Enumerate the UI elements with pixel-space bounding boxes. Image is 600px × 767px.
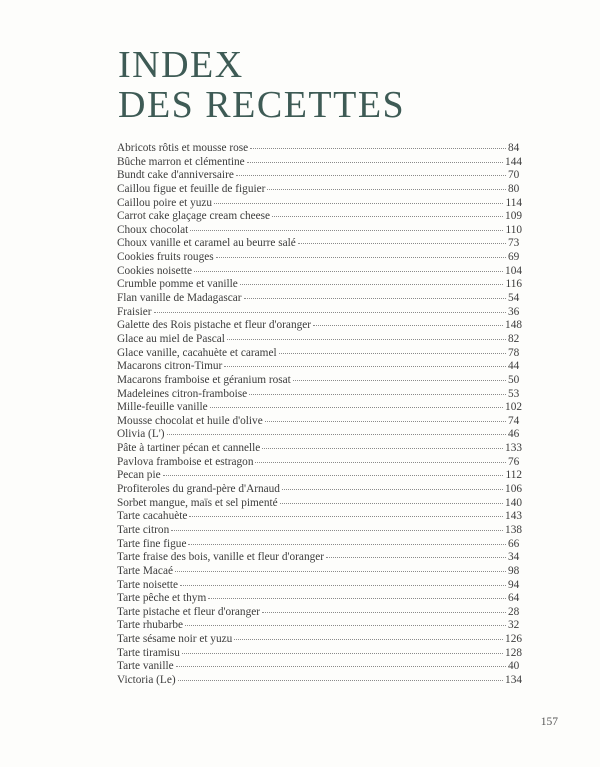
page-reference: 50 bbox=[508, 373, 520, 386]
dot-leader bbox=[247, 153, 503, 163]
page-reference: 46 bbox=[508, 428, 520, 441]
recipe-name: Carrot cake glaçage cream cheese bbox=[117, 210, 271, 223]
page-reference: 73 bbox=[508, 237, 520, 250]
recipe-name: Cookies fruits rouges bbox=[117, 251, 214, 264]
page-reference: 34 bbox=[508, 551, 520, 564]
recipe-name: Abricots rôtis et mousse rose bbox=[117, 142, 249, 154]
page-reference: 69 bbox=[508, 251, 520, 264]
recipe-name: Pavlova framboise et estragon bbox=[117, 455, 254, 468]
page-reference: 40 bbox=[508, 660, 520, 673]
page-reference: 54 bbox=[508, 292, 520, 305]
dot-leader bbox=[250, 139, 506, 149]
recipe-name: Tarte fine figue bbox=[117, 537, 187, 550]
recipe-name: Mille-feuille vanille bbox=[117, 401, 208, 414]
dot-leader bbox=[154, 303, 506, 313]
recipe-name: Tarte pistache et fleur d'oranger bbox=[117, 605, 261, 618]
page-reference: 116 bbox=[505, 278, 522, 291]
dot-leader bbox=[326, 548, 506, 558]
dot-leader bbox=[313, 316, 503, 326]
index-entry bbox=[117, 673, 522, 687]
dot-leader bbox=[262, 439, 503, 449]
dot-leader bbox=[188, 535, 506, 545]
recipe-name: Tarte fraise des bois, vanille et fleur d'oranger bbox=[117, 551, 325, 564]
dot-leader bbox=[279, 344, 506, 354]
recipe-name: Tarte rhubarbe bbox=[117, 619, 184, 632]
page-reference: 106 bbox=[505, 483, 522, 496]
page-reference: 126 bbox=[505, 633, 522, 646]
page-reference: 109 bbox=[505, 210, 522, 223]
page-reference: 53 bbox=[508, 387, 520, 400]
page-reference: 98 bbox=[508, 564, 520, 577]
dot-leader bbox=[298, 234, 506, 244]
recipe-name: Glace vanille, cacahuète et caramel bbox=[117, 346, 277, 359]
recipe-name: Choux vanille et caramel au beurre salé bbox=[117, 237, 296, 250]
page-reference: 134 bbox=[505, 673, 522, 686]
page-reference: 74 bbox=[508, 414, 520, 427]
dot-leader bbox=[208, 589, 506, 599]
page-reference: 64 bbox=[508, 592, 520, 605]
page-reference: 102 bbox=[505, 401, 522, 414]
dot-leader bbox=[265, 412, 506, 422]
recipe-name: Choux chocolat bbox=[117, 223, 189, 236]
recipe-name: Tarte tiramisu bbox=[117, 646, 180, 659]
dot-leader bbox=[272, 207, 503, 217]
page-reference: 94 bbox=[508, 578, 520, 591]
dot-leader bbox=[178, 671, 503, 681]
dot-leader bbox=[267, 180, 506, 190]
page-reference: 66 bbox=[508, 537, 520, 550]
recipe-name: Olivia (L') bbox=[117, 428, 165, 441]
page-reference: 133 bbox=[505, 442, 522, 455]
page-reference: 82 bbox=[508, 332, 520, 345]
recipe-name: Tarte citron bbox=[117, 523, 170, 536]
page-reference: 70 bbox=[508, 169, 520, 182]
dot-leader bbox=[236, 166, 506, 176]
recipe-name: Sorbet mangue, maïs et sel pimenté bbox=[117, 496, 278, 509]
dot-leader bbox=[216, 248, 506, 258]
recipe-name: Tarte Macaé bbox=[117, 564, 173, 577]
page-reference: 143 bbox=[505, 510, 522, 523]
page-reference: 144 bbox=[505, 155, 522, 168]
recipe-name: Bundt cake d'anniversaire bbox=[117, 169, 234, 182]
page-reference: 80 bbox=[508, 182, 520, 195]
dot-leader bbox=[194, 262, 503, 272]
page-reference: 110 bbox=[505, 223, 522, 236]
recipe-name: Glace au miel de Pascal bbox=[117, 332, 225, 345]
recipe-name: Tarte cacahuète bbox=[117, 510, 188, 523]
recipe-name: Tarte vanille bbox=[117, 660, 174, 673]
recipe-name: Pecan pie bbox=[117, 469, 161, 482]
page-reference: 78 bbox=[508, 346, 520, 359]
page-number: 157 bbox=[540, 716, 558, 728]
dot-leader bbox=[182, 644, 503, 654]
page-reference: 32 bbox=[508, 619, 520, 632]
dot-leader bbox=[163, 466, 504, 476]
dot-leader bbox=[240, 275, 504, 285]
recipe-name: Macarons citron-Timur bbox=[117, 360, 223, 373]
recipe-index-list bbox=[117, 141, 522, 687]
dot-leader bbox=[227, 330, 506, 340]
dot-leader bbox=[176, 657, 506, 667]
page-reference: 44 bbox=[508, 360, 520, 373]
dot-leader bbox=[249, 385, 506, 395]
recipe-name: Bûche marron et clémentine bbox=[117, 155, 245, 168]
dot-leader bbox=[293, 371, 506, 381]
page-reference: 114 bbox=[505, 196, 522, 209]
page-reference: 76 bbox=[508, 455, 520, 468]
page-reference: 36 bbox=[508, 305, 520, 318]
recipe-name: Madeleines citron-framboise bbox=[117, 387, 248, 400]
dot-leader bbox=[189, 507, 503, 517]
recipe-name: Mousse chocolat et huile d'olive bbox=[117, 414, 263, 427]
recipe-name: Flan vanille de Madagascar bbox=[117, 292, 242, 305]
dot-leader bbox=[282, 480, 503, 490]
recipe-name: Fraisier bbox=[117, 305, 152, 318]
dot-leader bbox=[224, 357, 506, 367]
dot-leader bbox=[210, 398, 503, 408]
recipe-name: Profiteroles du grand-père d'Arnaud bbox=[117, 483, 280, 496]
title-line-1: INDEX bbox=[118, 44, 244, 86]
dot-leader bbox=[180, 576, 506, 586]
recipe-name: Galette des Rois pistache et fleur d'oranger bbox=[117, 319, 312, 332]
recipe-name: Caillou figue et feuille de figuier bbox=[117, 182, 266, 195]
dot-leader bbox=[171, 521, 503, 531]
recipe-name: Pâte à tartiner pécan et cannelle bbox=[117, 442, 261, 455]
dot-leader bbox=[262, 603, 506, 613]
recipe-name: Tarte noisette bbox=[117, 578, 179, 591]
recipe-name: Caillou poire et yuzu bbox=[117, 196, 213, 209]
dot-leader bbox=[255, 453, 506, 463]
page-reference: 128 bbox=[505, 646, 522, 659]
recipe-name: Tarte pêche et thym bbox=[117, 592, 207, 605]
page-reference: 28 bbox=[508, 605, 520, 618]
page-reference: 138 bbox=[505, 523, 522, 536]
dot-leader bbox=[214, 194, 503, 204]
index-title bbox=[118, 45, 405, 125]
page-reference: 140 bbox=[505, 496, 522, 509]
dot-leader bbox=[190, 221, 503, 231]
recipe-name: Tarte sésame noir et yuzu bbox=[117, 633, 233, 646]
dot-leader bbox=[167, 425, 506, 435]
recipe-name: Crumble pomme et vanille bbox=[117, 278, 238, 291]
dot-leader bbox=[280, 494, 503, 504]
dot-leader bbox=[185, 616, 506, 626]
recipe-name: Macarons framboise et géranium rosat bbox=[117, 373, 291, 386]
dot-leader bbox=[234, 630, 503, 640]
title-line-2: DES RECETTES bbox=[118, 84, 406, 126]
page-reference: 84 bbox=[508, 142, 520, 154]
page-reference: 112 bbox=[505, 469, 522, 482]
recipe-name: Cookies noisette bbox=[117, 264, 192, 277]
dot-leader bbox=[244, 289, 506, 299]
recipe-name: Victoria (Le) bbox=[117, 673, 176, 686]
page-reference: 148 bbox=[505, 319, 522, 332]
page-reference: 104 bbox=[505, 264, 522, 277]
dot-leader bbox=[175, 562, 506, 572]
